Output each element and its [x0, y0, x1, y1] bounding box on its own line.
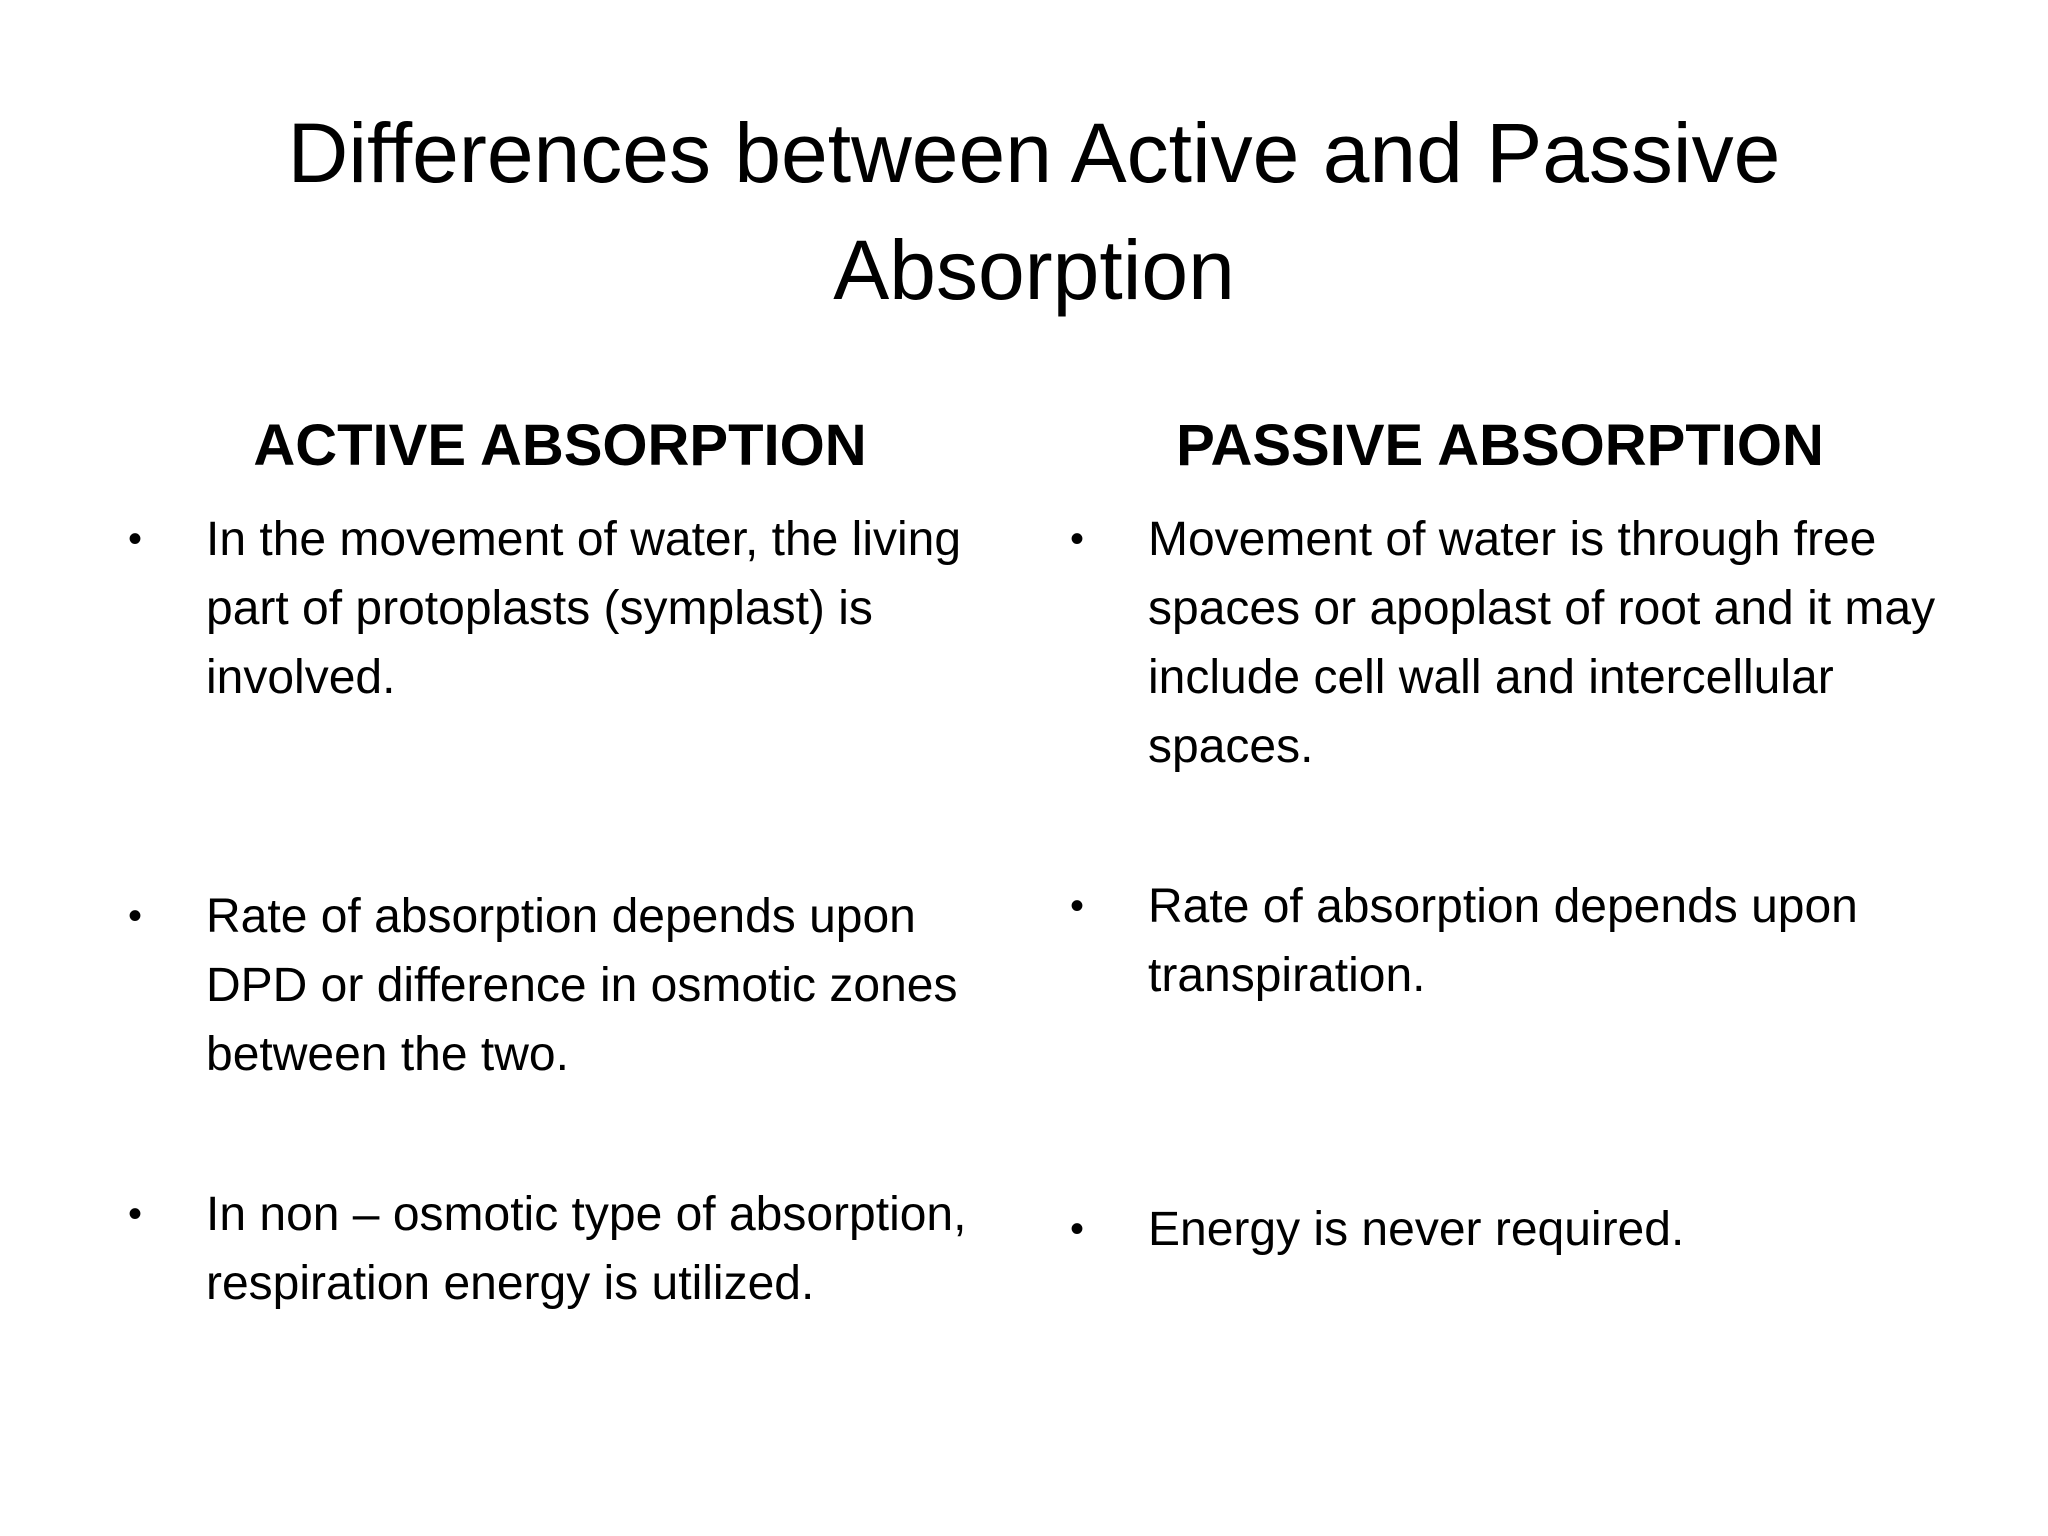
passive-bullet-2-text: Rate of absorption depends upon transpiration. [1148, 880, 1858, 1002]
bullet-icon: • [128, 894, 143, 938]
active-bullet-1-text: In the movement of water, the living part of protoplasts (symplast) is involved. [206, 513, 962, 704]
bullet-icon: • [128, 517, 143, 561]
active-bullet-2-text: Rate of absorption depends upon DPD or difference in osmotic zones between the two. [206, 890, 958, 1081]
active-bullet-2 [126, 882, 1006, 1089]
active-bullet-1 [126, 505, 1006, 712]
bullet-icon: • [1070, 517, 1085, 561]
slide-title: Differences between Active and Passive Absorption [287, 106, 1781, 317]
bullet-icon: • [128, 1192, 143, 1236]
active-bullet-3-text: In non – osmotic type of absorption, respiration energy is utilized. [206, 1188, 967, 1310]
passive-bullet-3-text: Energy is never required. [1148, 1203, 1685, 1256]
passive-bullet-1 [1068, 505, 1948, 781]
bullet-icon: • [1070, 884, 1085, 928]
passive-bullet-1-text: Movement of water is through free spaces or apoplast of root and it may include cell wall and intercellular spaces. [1148, 513, 1936, 773]
active-bullet-3 [126, 1180, 1006, 1318]
active-absorption-heading: ACTIVE ABSORPTION [253, 413, 867, 478]
bullet-icon: • [1070, 1207, 1085, 1251]
passive-bullet-3 [1068, 1195, 1948, 1264]
passive-absorption-heading: PASSIVE ABSORPTION [1176, 413, 1824, 478]
passive-bullet-2 [1068, 872, 1948, 1010]
